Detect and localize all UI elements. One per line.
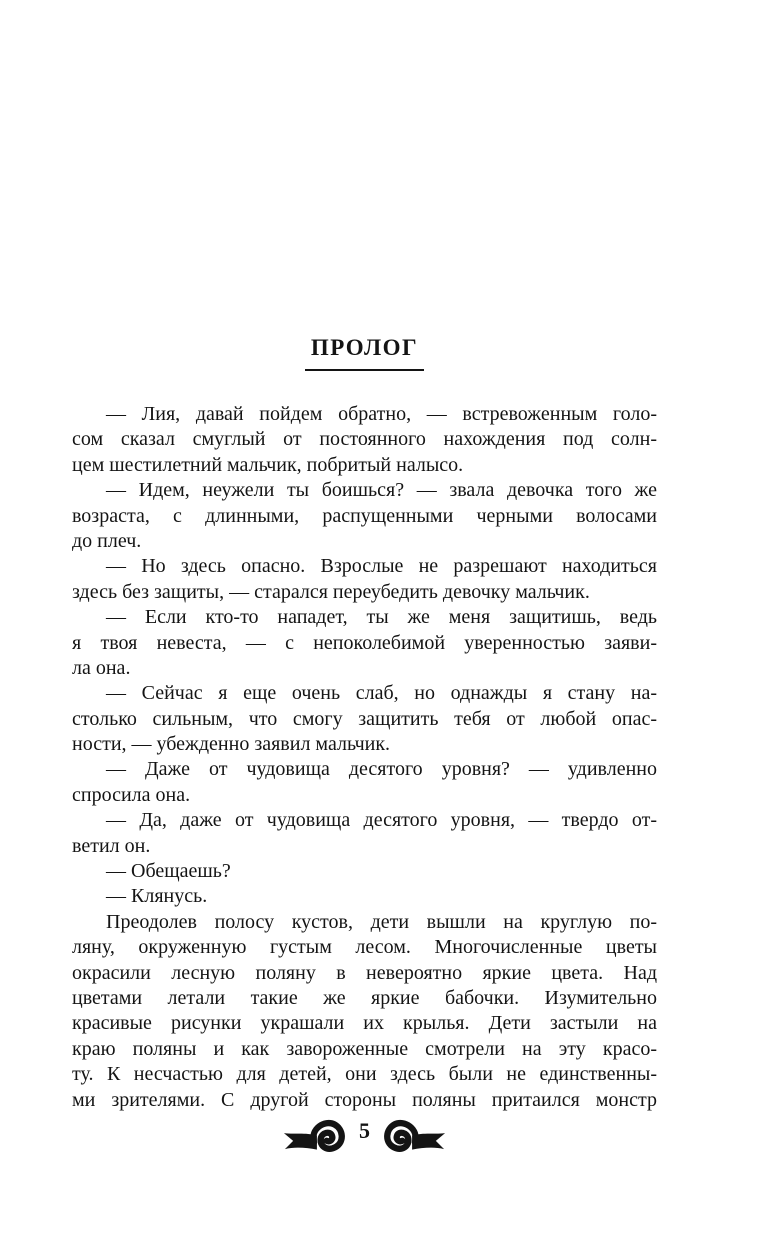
- text-line: я твоя невеста, — с непоколебимой уверенностью заяви-: [72, 631, 657, 654]
- paragraph: [72, 808, 657, 859]
- text-line: до плеч.: [72, 529, 142, 552]
- text-line: спросила она.: [72, 783, 191, 806]
- text-line: ности, — убежденно заявил мальчик.: [72, 733, 391, 756]
- paragraph: [72, 859, 657, 884]
- paragraph: [72, 478, 657, 554]
- text-line: ветил он.: [72, 834, 151, 857]
- text-body: [72, 402, 657, 1113]
- text-line: — Лия, давай пойдем обратно, — встревоженным голо-: [106, 403, 657, 425]
- chapter-title-wrap: [72, 334, 657, 371]
- paragraph: [72, 605, 657, 681]
- text-line: столько сильным, что смогу защитить тебя от любой опас-: [72, 707, 657, 730]
- text-line: — Обещаешь?: [106, 860, 231, 883]
- text-line: здесь без защиты, — старался переубедить девочку мальчик.: [72, 580, 590, 603]
- text-line: красивые рисунки украшали их крылья. Дети застыли на: [72, 1012, 657, 1035]
- paragraph: [72, 681, 657, 757]
- text-line: — Идем, неужели ты боишься? — звала девочка того же: [106, 479, 657, 502]
- text-line: — Но здесь опасно. Взрослые не разрешают находиться: [106, 555, 657, 578]
- text-line: ляну, окруженную густым лесом. Многочисленные цветы: [72, 936, 657, 959]
- text-line: Преодолев полосу кустов, дети вышли на круглую по-: [106, 910, 657, 933]
- text-line: ми зрителями. С другой стороны поляны притаился монстр: [72, 1088, 657, 1111]
- text-line: окрасили лесную поляну в невероятно яркие цвета. Над: [72, 961, 657, 984]
- text-line: ту. К несчастью для детей, они здесь были не единственны-: [72, 1063, 657, 1086]
- text-line: — Даже от чудовища десятого уровня? — удивленно: [106, 758, 657, 781]
- paragraph: [72, 402, 657, 478]
- text-line: — Сейчас я еще очень слаб, но однажды я стану на-: [106, 682, 657, 705]
- chapter-title: ПРОЛОГ: [305, 334, 424, 371]
- text-line: — Да, даже от чудовища десятого уровня, — твердо от-: [106, 809, 657, 832]
- wave-curl-left-icon: [282, 1117, 346, 1156]
- paragraph: [72, 910, 657, 1113]
- text-line: цем шестилетний мальчик, побритый налысо.: [72, 453, 464, 476]
- page-number: 5: [359, 1118, 370, 1143]
- text-line: ла она.: [72, 656, 131, 679]
- text-line: цветами летали такие же яркие бабочки. Изумительно: [72, 986, 657, 1009]
- text-line: — Клянусь.: [106, 885, 208, 908]
- paragraph: [72, 884, 657, 909]
- page-footer: [72, 1114, 657, 1158]
- text-line: краю поляны и как завороженные смотрели на эту красо-: [72, 1037, 657, 1060]
- paragraph: [72, 554, 657, 605]
- wave-curl-right-icon: [383, 1117, 447, 1156]
- text-line: — Если кто-то нападет, ты же меня защитишь, ведь: [106, 606, 657, 629]
- text-line: возраста, с длинными, распущенными черными волосами: [72, 504, 657, 527]
- text-line: сом сказал смуглый от постоянного нахождения под солн-: [72, 428, 657, 451]
- paragraph: [72, 757, 657, 808]
